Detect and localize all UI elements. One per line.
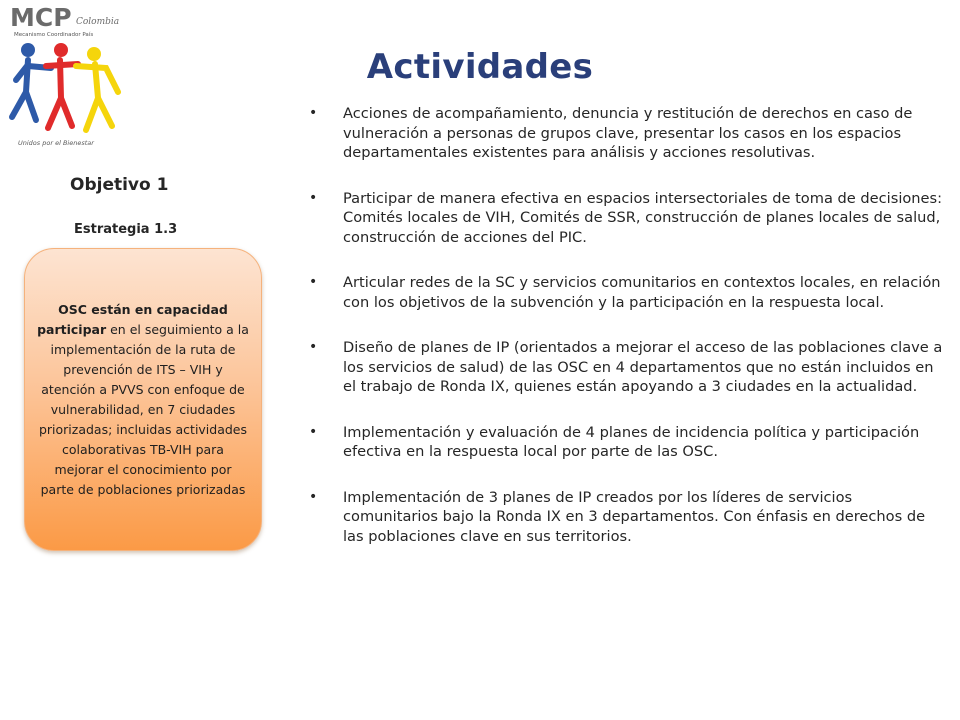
activities-list xyxy=(300,104,950,546)
blue-figure-icon xyxy=(12,43,51,120)
list-item xyxy=(300,338,950,397)
list-item xyxy=(300,189,950,248)
yellow-figure-icon xyxy=(76,47,118,130)
strategy-label: Estrategia 1.3 xyxy=(74,222,178,237)
bullet-icon: • xyxy=(309,105,318,121)
list-item xyxy=(300,423,950,462)
objective-label: Objetivo 1 xyxy=(70,175,169,195)
list-item-text: Implementación de 3 planes de IP creados por los líderes de servicios comunitarios bajo la Ronda IX en 3 departamentos. Con énfasis en derechos de las poblaciones clave en sus territorios. xyxy=(343,488,926,545)
slide-title: Actividades xyxy=(366,47,594,87)
strategy-card-body-text: en el seguimiento a la implementación de la ruta de prevención de ITS – VIH y atención a PVVS con enfoque de vulnerabilidad, en 7 ciudades priorizadas; incluidas actividades colaborativas TB-VIH para mejorar el conocimiento por parte de poblaciones priorizadas xyxy=(38,321,249,497)
list-item xyxy=(300,488,950,547)
list-item-text: Articular redes de la SC y servicios comunitarios en contextos locales, en relación con los objetivos de la subvención y la participación en la respuesta local. xyxy=(343,274,941,311)
strategy-card-text xyxy=(37,300,249,500)
list-item-text: Diseño de planes de IP (orientados a mejorar el acceso de las poblaciones clave a los servicios de salud) de las OSC en 4 departamentos que no están incluidos en el trabajo de Ronda IX, quienes están apoyando a 3 ciudades en la actualidad. xyxy=(343,339,943,395)
list-item-text: Acciones de acompañamiento, denuncia y restitución de derechos en caso de vulneración a personas de grupos clave, presentar los casos en los espacios departamentales existentes para análisis y acciones resolutivas. xyxy=(343,105,913,161)
list-item xyxy=(300,104,950,163)
logo-motto: Unidos por el Bienestar xyxy=(18,139,94,147)
bullet-icon: • xyxy=(309,189,318,206)
bullet-icon: • xyxy=(309,488,318,505)
strategy-card-bold-text: OSC están en capacidad participar xyxy=(37,301,228,337)
mcp-logo-graphic xyxy=(6,2,130,152)
logo-tagline: Mecanismo Coordinador País xyxy=(14,32,94,38)
bullet-icon: • xyxy=(309,423,318,440)
red-figure-icon xyxy=(46,43,78,128)
strategy-card xyxy=(24,248,262,551)
bullet-icon: • xyxy=(309,274,318,290)
list-item-text: Implementación y evaluación de 4 planes de incidencia política y participación efectiva en la respuesta local por parte de las OSC. xyxy=(343,423,920,460)
logo-brand: MCP xyxy=(10,3,72,32)
list-item-text: Participar de manera efectiva en espacios intersectoriales de toma de decisiones: Comités locales de VIH, Comités de SSR, construcción de planes locales de salud, construcción de acciones del PIC. xyxy=(343,189,943,246)
logo-country: Colombia xyxy=(76,17,120,27)
list-item xyxy=(300,273,950,312)
mcp-logo xyxy=(6,2,130,152)
bullet-icon: • xyxy=(309,339,318,355)
